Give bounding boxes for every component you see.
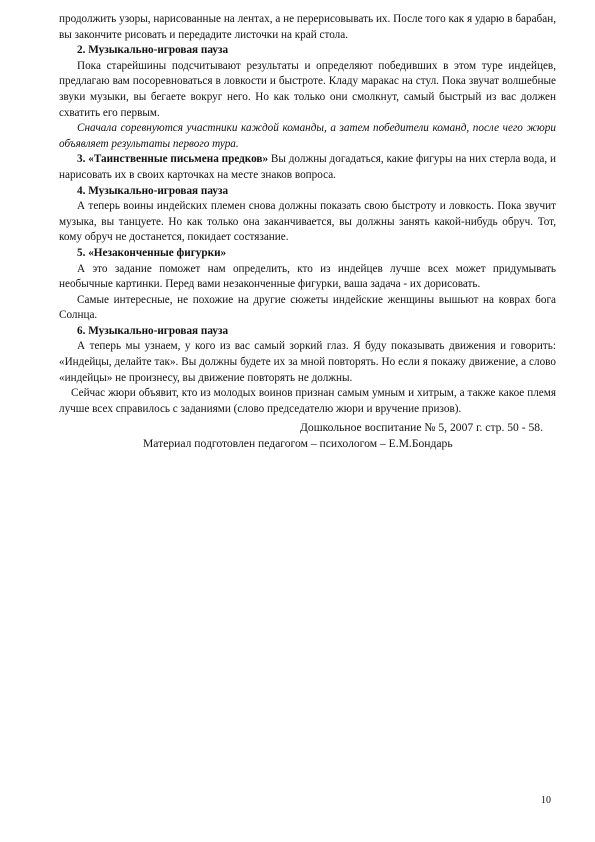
paragraph-italic-note: Сначала соревнуются участники каждой команды, а затем победители команд, после чего жюри объявляет результаты первого тура. xyxy=(59,122,556,150)
heading-task-3: 3. «Таинственные письмена предков» xyxy=(77,153,269,166)
heading-musical-pause-2: 2. Музыкально-игровая пауза xyxy=(77,44,229,57)
paragraph-musical-pause-6: А теперь мы узнаем, у кого из вас самый зоркий глаз. Я буду показывать движения и говорить: «Индейцы, делайте так». Вы должны будете их за мной повторять. Но если я покажу движение, а слово «индейцы» не произнесу, вы движение повторять не должны. xyxy=(59,340,556,384)
heading-musical-pause-6: 6. Музыкально-игровая пауза xyxy=(77,324,229,337)
heading-task-5: 5. «Незаконченные фигурки» xyxy=(77,246,227,259)
document-page xyxy=(59,12,556,450)
paragraph-musical-pause-4: А теперь воины индейских племен снова должны показать свою быстроту и ловкость. Пока звучит музыка, вы танцуете. Но как только она заканчивается, вы должны занять какой-нибудь обруч. Тот, кому обруч не достанется, покидает состязание. xyxy=(59,200,556,244)
source-citation: Дошкольное воспитание № 5, 2007 г. стр. 50 - 58. xyxy=(300,421,543,434)
task-3-text: Вы должны догадаться, какие фигуры на них стерла вода, и нарисовать их в своих карточках на месте знаков вопроса. xyxy=(59,153,556,181)
paragraph-continuation: продолжить узоры, нарисованные на лентах, а не перерисовывать их. После того как я ударю в барабан, вы закончите рисовать и передадите листочки на край стола. xyxy=(59,13,556,41)
paragraph-task-5-b: Самые интересные, не похожие на другие сюжеты индейские женщины вышьют на коврах бога Солнца. xyxy=(59,293,556,322)
source-block xyxy=(59,420,556,452)
paragraph-task-3 xyxy=(59,152,556,183)
paragraph-conclusion: Сейчас жюри объявит, кто из молодых воинов признан самым умным и хитрым, а также какое племя лучше всех справилось с заданиями (слово председателю жюри и вручение призов). xyxy=(59,387,556,415)
paragraph-musical-pause-2: Пока старейшины подсчитывают результаты и определяют победивших в этом туре индейцев, предлагаю вам посоревноваться в ловкости и быстроте. Кладу маракас на стул. Пока звучат волшебные звуки музыки, вы бегаете вокруг него. Но как только они смолкнут, самый быстрый из вас должен схватить его первым. xyxy=(59,59,556,119)
heading-musical-pause-4: 4. Музыкально-игровая пауза xyxy=(77,184,229,197)
source-author: Материал подготовлен педагогом – психологом – Е.М.Бондарь xyxy=(143,437,453,450)
paragraph-task-5: А это задание поможет нам определить, кто из индейцев лучше всех может придумывать необычные картинки. Перед вами незаконченные фигурки, ваша задача - их дорисовать. xyxy=(59,262,556,291)
page-number: 10 xyxy=(541,795,551,806)
